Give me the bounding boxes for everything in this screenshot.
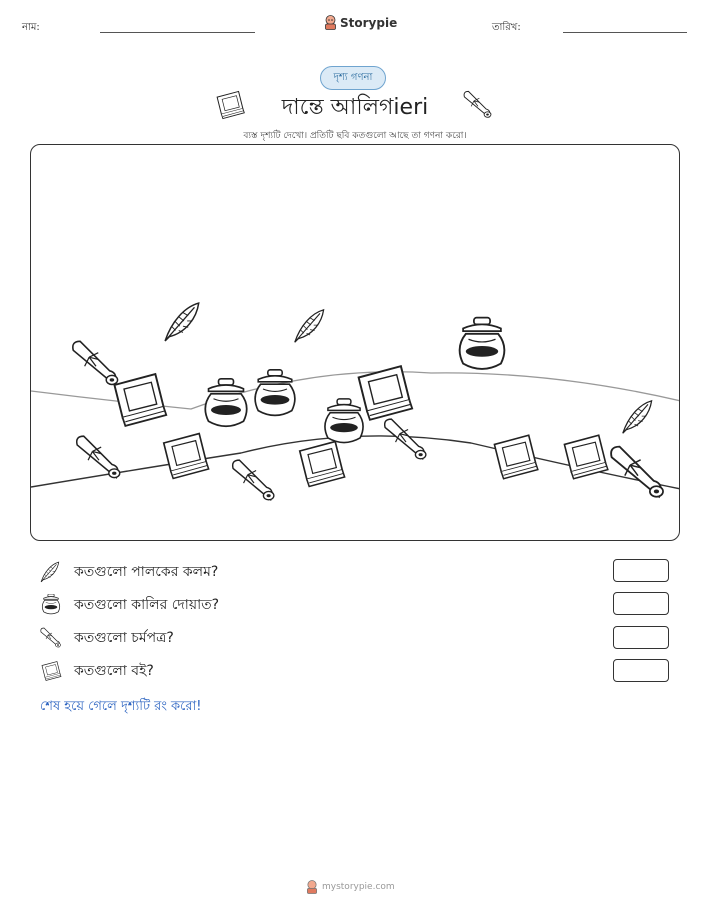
scroll-icon (233, 460, 274, 500)
book-icon (164, 434, 209, 479)
quill-icon (165, 303, 199, 341)
inkpot-icon (255, 370, 295, 416)
inkpot-icon (40, 594, 62, 616)
storypie-mascot-icon (306, 880, 318, 894)
instructions: ব্যস্ত দৃশ্যটি দেখো। প্রতিটি ছবি কতগুলো আছে তা গণনা করো। (243, 131, 467, 141)
scroll-icon (385, 419, 426, 459)
book-icon (214, 90, 246, 120)
inkpot-icon (205, 379, 246, 427)
scroll-icon (611, 447, 663, 497)
scroll-icon (40, 627, 62, 649)
answer-box-quill[interactable] (613, 559, 669, 582)
question-book (40, 659, 154, 683)
name-label: নাম: (22, 22, 40, 33)
book-icon (40, 660, 62, 682)
question-quill (40, 560, 218, 584)
question-text: কতগুলো বই? (74, 663, 154, 679)
category-badge: দৃশ্য গণনা (320, 66, 386, 90)
question-inkpot (40, 593, 219, 617)
scroll-icon (73, 341, 118, 384)
footer (306, 880, 395, 894)
book-icon (494, 435, 537, 478)
question-text: কতগুলো পালকের কলম? (74, 564, 219, 580)
quill-icon (623, 401, 652, 433)
brand-logo (324, 15, 397, 30)
page-title: দান্তে আলিগieri (281, 95, 429, 120)
inkpot-icon (460, 318, 505, 369)
counting-scene (30, 144, 680, 541)
question-text: কতগুলো চর্মপত্র? (74, 630, 174, 646)
date-line[interactable] (563, 32, 687, 33)
storypie-mascot-icon (324, 15, 337, 30)
book-icon (300, 442, 345, 487)
quill-icon (40, 561, 62, 583)
answer-box-inkpot[interactable] (613, 592, 669, 615)
footer-url[interactable]: mystorypie.com (322, 882, 395, 892)
quill-icon (295, 310, 324, 342)
name-line[interactable] (100, 32, 255, 33)
question-scroll (40, 626, 174, 650)
scroll-icon (463, 90, 493, 120)
answer-box-book[interactable] (613, 659, 669, 682)
coloring-note: শেষ হয়ে গেলে দৃশ্যটি রং করো! (40, 699, 202, 714)
book-icon (114, 374, 166, 426)
question-text: কতগুলো কালির দোয়াত? (74, 597, 220, 613)
scroll-icon (77, 436, 120, 477)
inkpot-icon (325, 399, 363, 443)
answer-box-scroll[interactable] (613, 626, 669, 649)
book-icon (359, 366, 413, 420)
brand-name: Storypie (340, 15, 398, 30)
date-label: তারিখ: (492, 22, 521, 33)
